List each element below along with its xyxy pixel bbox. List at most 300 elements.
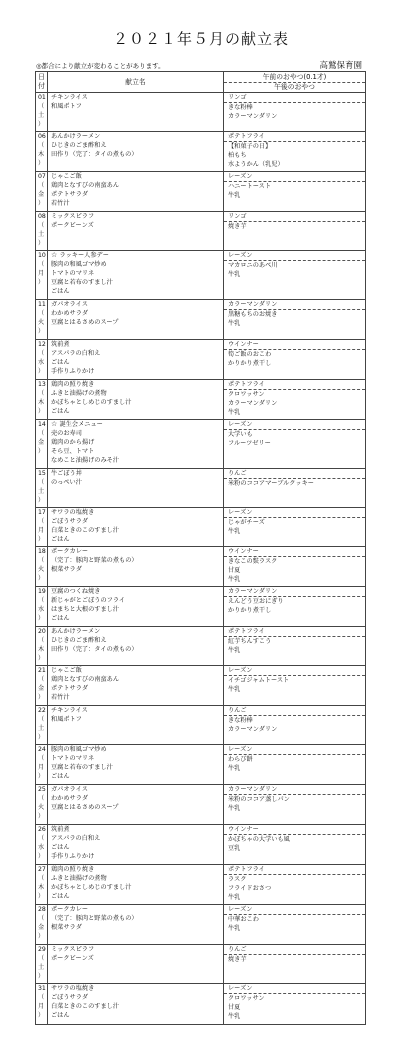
paren-close: ） xyxy=(38,973,45,980)
menu-cell xyxy=(48,825,224,865)
dish-name: のっぺい汁 xyxy=(51,479,82,486)
dish-name: 豚肉の和風ゴマ炒め xyxy=(51,746,107,753)
dish-name: 田作り（完了：タイの煮もの） xyxy=(51,646,138,653)
menu-cell xyxy=(48,547,224,587)
header-menu: 献立名 xyxy=(48,72,224,93)
snack-cell xyxy=(224,984,366,1025)
paren-open: （ xyxy=(38,261,45,268)
pm-snack: フライドおさつ xyxy=(228,885,272,892)
dish-name: チキンライス xyxy=(51,707,88,714)
dish-name: ごはん xyxy=(51,844,70,851)
day-cell xyxy=(36,300,48,340)
paren-close: ） xyxy=(38,200,45,207)
menu-cell xyxy=(48,93,224,132)
dish-name: そら豆、トマト xyxy=(51,448,95,455)
am-snack: ポテトフライ xyxy=(224,380,365,390)
date-number: 26 xyxy=(38,826,46,833)
date-number: 28 xyxy=(38,906,46,913)
pm-snack: 紅芋ちんすこう xyxy=(228,638,272,645)
pm-snack: 焼き芋 xyxy=(228,223,247,230)
pm-snack: 牛乳 xyxy=(228,765,241,772)
pm-snack: 牛乳 xyxy=(228,271,241,278)
am-snack: カラーマンダリン xyxy=(224,587,365,597)
am-snack: りんご xyxy=(224,945,365,955)
paren-open: （ xyxy=(38,795,45,802)
dish-name: ごぼうサラダ xyxy=(51,518,89,525)
pm-snack: 牛乳 xyxy=(228,925,241,932)
snack-cell xyxy=(224,469,366,508)
menu-row xyxy=(36,93,366,132)
menu-cell xyxy=(48,132,224,172)
dish-name: あんかけラーメン xyxy=(51,133,101,140)
am-snack: カラーマンダリン xyxy=(224,785,365,795)
paren-close: ） xyxy=(38,497,45,504)
day-cell xyxy=(36,547,48,587)
dish-name: 和風ポトフ xyxy=(51,716,82,723)
dish-name: 売のお寿司 xyxy=(51,430,82,437)
day-cell xyxy=(36,666,48,706)
date-number: 13 xyxy=(38,381,46,388)
date-number: 11 xyxy=(38,301,46,308)
paren-open: （ xyxy=(38,716,45,723)
dish-name: 若竹汁 xyxy=(51,200,70,207)
snack-cell xyxy=(224,825,366,865)
pm-snack: 甘夏 xyxy=(228,1004,241,1011)
dish-name: 田作り（完了：タイの煮もの） xyxy=(51,151,138,158)
menu-row xyxy=(36,945,366,984)
dish-name: ごぼうサラダ xyxy=(51,994,89,1001)
paren-close: ） xyxy=(38,448,45,455)
dish-name: 豆腐とはるさめのスープ xyxy=(51,319,119,326)
am-snack: ポテトフライ xyxy=(224,132,365,142)
dish-name: （完了：豚肉と野菜の煮もの） xyxy=(51,915,138,922)
snack-cell xyxy=(224,132,366,172)
dish-name: 鶏肉となすびの南蛮あん xyxy=(51,676,120,683)
dish-name: 根菜サラダ xyxy=(51,566,82,573)
pm-snack: ラスク xyxy=(228,876,247,883)
snack-cell xyxy=(224,212,366,251)
dish-name: かぼちゃとしめじのすまし汁 xyxy=(51,399,132,406)
menu-cell xyxy=(48,420,224,469)
menu-row xyxy=(36,251,366,300)
dish-name: はまちと大根のすまし汁 xyxy=(51,606,120,613)
dish-name: わかめサラダ xyxy=(51,795,89,802)
paren-close: ） xyxy=(38,240,45,247)
snack-cell xyxy=(224,627,366,666)
special-menu-label: 誕生会メニュー xyxy=(59,421,103,428)
menu-cell xyxy=(48,212,224,251)
paren-close: ） xyxy=(38,615,45,622)
pm-snack: 甘夏 xyxy=(228,567,241,574)
paren-close: ） xyxy=(38,160,45,167)
weekday: 土 xyxy=(38,964,45,971)
pm-snack: ハニートースト xyxy=(228,183,272,190)
paren-close: ） xyxy=(38,536,45,543)
day-cell xyxy=(36,212,48,251)
day-cell xyxy=(36,508,48,547)
date-number: 01 xyxy=(38,94,46,101)
pm-snack: 牛乳 xyxy=(228,647,241,654)
am-snack: リンゴ xyxy=(224,93,365,103)
menu-cell xyxy=(48,627,224,666)
pm-snack: かりかり煮干し xyxy=(228,607,272,614)
dish-name: ごはん xyxy=(51,359,70,366)
weekday: 月 xyxy=(38,764,45,771)
pm-snack: きな粉棒 xyxy=(228,717,253,724)
menu-cell xyxy=(48,380,224,420)
dish-name: 筑前煮 xyxy=(51,341,70,348)
menu-row xyxy=(36,469,366,508)
menu-row xyxy=(36,745,366,785)
pm-snack: カラーマンダリン xyxy=(228,726,278,733)
dish-name: アスパラの白和え xyxy=(51,835,101,842)
paren-close: ） xyxy=(38,893,45,900)
paren-close: ） xyxy=(38,655,45,662)
menu-cell xyxy=(48,587,224,627)
day-cell xyxy=(36,905,48,945)
paren-open: （ xyxy=(38,182,45,189)
paren-open: （ xyxy=(38,835,45,842)
day-cell xyxy=(36,785,48,825)
dish-name: ポテトサラダ xyxy=(51,191,89,198)
pm-snack: 米粉のココア蒸しパン xyxy=(228,796,290,803)
am-snack: レーズン xyxy=(224,905,365,915)
menu-cell xyxy=(48,300,224,340)
pm-snack: かぼちゃの大学いも風 xyxy=(228,836,290,843)
dish-name: 白菜ときのこのすまし汁 xyxy=(51,1003,120,1010)
menu-cell xyxy=(48,508,224,547)
day-cell xyxy=(36,132,48,172)
snack-cell xyxy=(224,587,366,627)
dish-name: 白菜ときのこのすまし汁 xyxy=(51,527,120,534)
am-snack: レーズン xyxy=(224,666,365,676)
weekday: 金 xyxy=(38,439,45,446)
am-snack: ウインナー xyxy=(224,825,365,835)
dish-name: 豆腐とはるさめのスープ xyxy=(51,804,119,811)
dish-name: ごはん xyxy=(51,1012,70,1019)
date-number: 29 xyxy=(38,946,46,953)
snack-cell xyxy=(224,340,366,380)
paren-open: （ xyxy=(38,676,45,683)
pm-snack: 米粉のココアマーブルクッキー xyxy=(228,480,314,487)
day-cell xyxy=(36,945,48,984)
snack-cell xyxy=(224,251,366,300)
am-snack: リンゴ xyxy=(224,212,365,222)
dish-name: ポークカレー xyxy=(51,906,89,913)
date-number: 22 xyxy=(38,707,46,714)
dish-name: 筑前煮 xyxy=(51,826,70,833)
weekday: 木 xyxy=(38,646,45,653)
paren-open: （ xyxy=(38,955,45,962)
day-cell xyxy=(36,469,48,508)
date-number: 10 xyxy=(38,252,46,259)
pm-snack: じゃがチーズ xyxy=(228,519,265,526)
paren-open: （ xyxy=(38,597,45,604)
dish-name: ごはん xyxy=(51,615,70,622)
dish-name: 手作りふりかけ xyxy=(51,368,95,375)
paren-open: （ xyxy=(38,994,45,1001)
special-menu-heading xyxy=(48,420,223,429)
dish-name: ミックスピラフ xyxy=(51,213,95,220)
day-cell xyxy=(36,865,48,905)
header-row xyxy=(36,72,366,93)
dish-name: ポテトサラダ xyxy=(51,685,89,692)
menu-table xyxy=(35,71,366,1025)
menu-cell xyxy=(48,905,224,945)
weekday: 火 xyxy=(38,319,45,326)
day-cell xyxy=(36,587,48,627)
header-day: 日付 xyxy=(36,72,48,93)
pm-snack: 牛乳 xyxy=(228,894,241,901)
menu-cell xyxy=(48,745,224,785)
snack-cell xyxy=(224,172,366,212)
pm-snack: 焼き芋 xyxy=(228,956,247,963)
date-number: 19 xyxy=(38,588,46,595)
dish-name: なめこと油揚げのみそ汁 xyxy=(51,457,120,464)
paren-open: （ xyxy=(38,222,45,229)
day-cell xyxy=(36,825,48,865)
day-cell xyxy=(36,745,48,785)
header-pm-snack: 午後のおやつ xyxy=(274,82,315,91)
menu-row xyxy=(36,340,366,380)
pm-snack: 筍ご飯のおこわ xyxy=(228,351,272,358)
day-cell xyxy=(36,627,48,666)
am-snack: レーズン xyxy=(224,508,365,518)
snack-cell xyxy=(224,865,366,905)
dish-name: 鶏肉の照り焼き xyxy=(51,381,95,388)
menu-row xyxy=(36,172,366,212)
pm-snack: 牛乳 xyxy=(228,805,241,812)
pm-snack: カラーマンダリン xyxy=(228,113,278,120)
day-cell xyxy=(36,420,48,469)
am-snack: りんご xyxy=(224,469,365,479)
date-number: 18 xyxy=(38,548,46,555)
menu-cell xyxy=(48,945,224,984)
pm-snack: かりかり煮干し xyxy=(228,360,272,367)
pm-snack: 黒糖もちのお焼き xyxy=(228,311,278,318)
date-number: 31 xyxy=(38,985,46,992)
dish-name: 若竹汁 xyxy=(51,694,70,701)
day-cell xyxy=(36,93,48,132)
dish-name: 豚肉の和風ゴマ炒め xyxy=(51,261,107,268)
menu-cell xyxy=(48,785,224,825)
weekday: 木 xyxy=(38,399,45,406)
paren-close: ） xyxy=(38,368,45,375)
day-cell xyxy=(36,340,48,380)
dish-name: ひじきのごま酢和え xyxy=(51,142,107,149)
paren-open: （ xyxy=(38,390,45,397)
snack-cell xyxy=(224,706,366,745)
pm-snack: 牛乳 xyxy=(228,409,241,416)
menu-row xyxy=(36,905,366,945)
snack-cell xyxy=(224,547,366,587)
paren-close: ） xyxy=(38,734,45,741)
pm-snack: 牛乳 xyxy=(228,192,241,199)
star-icon: ☆ xyxy=(51,420,60,428)
dish-name: ごはん xyxy=(51,536,70,543)
date-number: 07 xyxy=(38,173,46,180)
am-snack: レーズン xyxy=(224,172,365,182)
date-number: 12 xyxy=(38,341,46,348)
dish-name: 鶏肉のから揚げ xyxy=(51,439,95,446)
dish-name: じゃこご飯 xyxy=(51,667,82,674)
menu-cell xyxy=(48,706,224,745)
weekday: 水 xyxy=(38,359,45,366)
am-snack: ウインナー xyxy=(224,547,365,557)
dish-name: 牛ごぼう丼 xyxy=(51,470,82,477)
am-snack: レーズン xyxy=(224,984,365,994)
date-number: 08 xyxy=(38,213,46,220)
weekday: 金 xyxy=(38,685,45,692)
weekday: 土 xyxy=(38,725,45,732)
dish-name: アスパラの白和え xyxy=(51,350,101,357)
pm-snack: えんどう豆おにぎり xyxy=(228,598,284,605)
dish-name: ポークビーンズ xyxy=(51,222,94,229)
paren-close: ） xyxy=(38,575,45,582)
paren-open: （ xyxy=(38,915,45,922)
date-number: 15 xyxy=(38,470,46,477)
am-snack: ポテトフライ xyxy=(224,865,365,875)
dish-name: 鶏肉の照り焼き xyxy=(51,866,95,873)
menu-body xyxy=(36,93,366,1025)
pm-snack: きなこの麩ラスク xyxy=(228,558,278,565)
menu-row xyxy=(36,547,366,587)
dish-name: ごはん xyxy=(51,288,70,295)
menu-row xyxy=(36,984,366,1025)
dish-name: トマトのマリネ xyxy=(51,270,95,277)
pm-snack: 豆乳 xyxy=(228,845,241,852)
dish-name: ミックスピラフ xyxy=(51,946,95,953)
dish-name: 鶏肉となすびの南蛮あん xyxy=(51,182,120,189)
day-cell xyxy=(36,251,48,300)
date-number: 14 xyxy=(38,421,46,428)
paren-open: （ xyxy=(38,755,45,762)
pm-snack: 牛乳 xyxy=(228,576,241,583)
day-cell xyxy=(36,706,48,745)
menu-cell xyxy=(48,469,224,508)
paren-open: （ xyxy=(38,518,45,525)
pm-snack: マカロニのあべ川 xyxy=(228,262,278,269)
paren-close: ） xyxy=(38,1012,45,1019)
dish-name: ごはん xyxy=(51,773,70,780)
paren-open: （ xyxy=(38,875,45,882)
snack-cell xyxy=(224,420,366,469)
date-number: 06 xyxy=(38,133,46,140)
dish-name: ごはん xyxy=(51,893,70,900)
pm-snack: 水ようかん（乳児） xyxy=(228,161,284,168)
menu-row xyxy=(36,666,366,706)
header-am-snack: 午前のおやつ(0.1才) xyxy=(224,73,365,83)
date-number: 20 xyxy=(38,628,46,635)
pm-snack: 牛乳 xyxy=(228,686,241,693)
date-number: 27 xyxy=(38,866,46,873)
menu-row xyxy=(36,865,366,905)
dish-name: 手作りふりかけ xyxy=(51,853,95,860)
snack-cell xyxy=(224,300,366,340)
dish-name: ごはん xyxy=(51,408,70,415)
menu-row xyxy=(36,706,366,745)
dish-name: 新じゃがとごぼうのフライ xyxy=(51,597,126,604)
header-snack xyxy=(224,72,366,93)
pm-snack: カラーマンダリン xyxy=(228,400,278,407)
dish-name: ガパオライス xyxy=(51,301,88,308)
am-snack: レーズン xyxy=(224,745,365,755)
paren-close: ） xyxy=(38,408,45,415)
weekday: 火 xyxy=(38,804,45,811)
pm-snack: フルーツゼリー xyxy=(228,440,271,447)
am-snack: ウインナー xyxy=(224,340,365,350)
dish-name: （完了：豚肉と野菜の煮もの） xyxy=(51,557,138,564)
weekday: 土 xyxy=(38,231,45,238)
snack-cell xyxy=(224,945,366,984)
paren-open: （ xyxy=(38,430,45,437)
menu-cell xyxy=(48,865,224,905)
snack-cell xyxy=(224,745,366,785)
menu-row xyxy=(36,420,366,469)
am-snack: りんご xyxy=(224,706,365,716)
dish-name: サワラの塩焼き xyxy=(51,509,95,516)
dish-name: 豆腐と若布のすまし汁 xyxy=(51,279,113,286)
pm-snack: 牛乳 xyxy=(228,528,241,535)
paren-close: ） xyxy=(38,694,45,701)
menu-row xyxy=(36,380,366,420)
menu-row xyxy=(36,825,366,865)
paren-close: ） xyxy=(38,933,45,940)
school-name: 高鷲保育園 xyxy=(319,61,362,71)
menu-row xyxy=(36,785,366,825)
weekday: 水 xyxy=(38,606,45,613)
weekday: 木 xyxy=(38,884,45,891)
dish-name: サワラの塩焼き xyxy=(51,985,95,992)
dish-name: ふきと油揚げの煮物 xyxy=(51,390,107,397)
dish-name: 豆腐と若布のすまし汁 xyxy=(51,764,113,771)
dish-name: ポークカレー xyxy=(51,548,89,555)
dish-name: 和風ポトフ xyxy=(51,103,82,110)
special-menu-heading xyxy=(48,251,223,260)
weekday: 土 xyxy=(38,112,45,119)
dish-name: 根菜サラダ xyxy=(51,924,82,931)
pm-snack: クロワッサン xyxy=(228,391,265,398)
paren-open: （ xyxy=(38,310,45,317)
pm-snack: 柏もち xyxy=(228,152,247,159)
snack-cell xyxy=(224,905,366,945)
pm-snack: イチゴジャムトースト xyxy=(228,677,290,684)
dish-name: わかめサラダ xyxy=(51,310,89,317)
weekday: 水 xyxy=(38,844,45,851)
special-menu-label: ラッキー人参デー xyxy=(59,252,109,259)
menu-row xyxy=(36,587,366,627)
star-icon: ☆ xyxy=(51,251,60,259)
pm-snack: 牛乳 xyxy=(228,320,241,327)
dish-name: あんかけラーメン xyxy=(51,628,101,635)
am-snack: レーズン xyxy=(224,420,365,430)
paren-close: ） xyxy=(38,773,45,780)
dish-name: ガパオライス xyxy=(51,786,88,793)
dish-name: かぼちゃとしめじのすまし汁 xyxy=(51,884,132,891)
weekday: 金 xyxy=(38,924,45,931)
date-number: 21 xyxy=(38,667,46,674)
day-cell xyxy=(36,984,48,1025)
snack-cell xyxy=(224,380,366,420)
pm-snack: 牛乳 xyxy=(228,1013,241,1020)
paren-close: ） xyxy=(38,813,45,820)
weekday: 土 xyxy=(38,488,45,495)
dish-name: ポークビーンズ xyxy=(51,955,94,962)
weekday: 月 xyxy=(38,270,45,277)
paren-open: （ xyxy=(38,350,45,357)
day-cell xyxy=(36,172,48,212)
pm-snack: 中華おこわ xyxy=(228,916,259,923)
